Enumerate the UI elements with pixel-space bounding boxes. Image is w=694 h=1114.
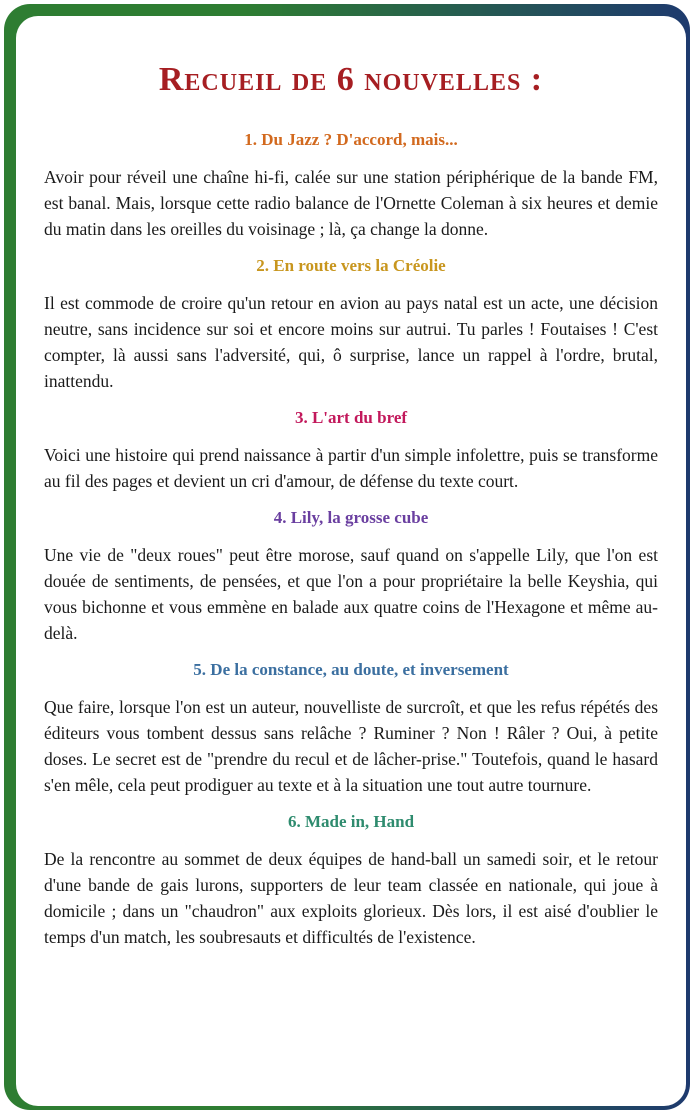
card-border [4,4,690,1110]
page-title: Recueil de 6 nouvelles : [158,61,544,98]
story-6-heading: 6. Made in, Hand [287,812,415,831]
story-3-heading: 3. L'art du bref [294,408,408,427]
story-6-summary: De la rencontre au sommet de deux équipes de hand-ball un samedi soir, et le retour d'une bande de gais lurons, supporters de leur team classée en nationale, qui joue à domicile ; dans un "chaudron" aux exploits glorieux. Dès lors, il est aisé d'oublier le temps d'un match, les soubresauts et difficultés de l'existence. [44,849,658,947]
story-3-summary: Voici une histoire qui prend naissance à partir d'un simple infolettre, puis se transforme au fil des pages et devient un cri d'amour, de défense du texte court. [44,445,658,491]
story-5-heading: 5. De la constance, au doute, et inversement [193,660,509,679]
story-2-heading: 2. En route vers la Créolie [256,256,446,275]
story-1-summary: Avoir pour réveil une chaîne hi-fi, calée sur une station périphérique de la bande FM, est banal. Mais, lorsque cette radio balance de l'Ornette Coleman à six heures et demie du matin dans les oreilles du voisinage ; là, ça change la donne. [44,167,658,239]
story-2-summary: Il est commode de croire qu'un retour en avion au pays natal est un acte, une décision neutre, sans incidence sur soi et encore moins sur autrui. Tu parles ! Foutaises ! C'est compter, là aussi sans l'adversité, qui, ô surprise, lance un rappel à l'ordre, brutal, inattendu. [44,293,658,391]
story-4-heading: 4. Lily, la grosse cube [273,508,429,527]
content-card [16,16,686,1106]
story-1-heading: 1. Du Jazz ? D'accord, mais... [244,130,458,149]
story-4-summary: Une vie de "deux roues" peut être morose, sauf quand on s'appelle Lily, que l'on est douée de sentiments, de pensées, et que l'on a pour propriétaire la belle Keyshia, qui vous bichonne et vous emmène en balade aux quatre coins de l'Hexagone et même au-delà. [44,545,658,643]
story-5-summary: Que faire, lorsque l'on est un auteur, nouvelliste de surcroît, et que les refus répétés des éditeurs vous tombent dessus sans relâche ? Ruminer ? Non ! Râler ? Oui, à petite doses. Le secret est de "prendre du recul et de lâcher-prise." Toutefois, quand le hasard s'en mêle, cela peut prodiguer au texte et à la situation une tout autre tournure. [44,697,658,795]
